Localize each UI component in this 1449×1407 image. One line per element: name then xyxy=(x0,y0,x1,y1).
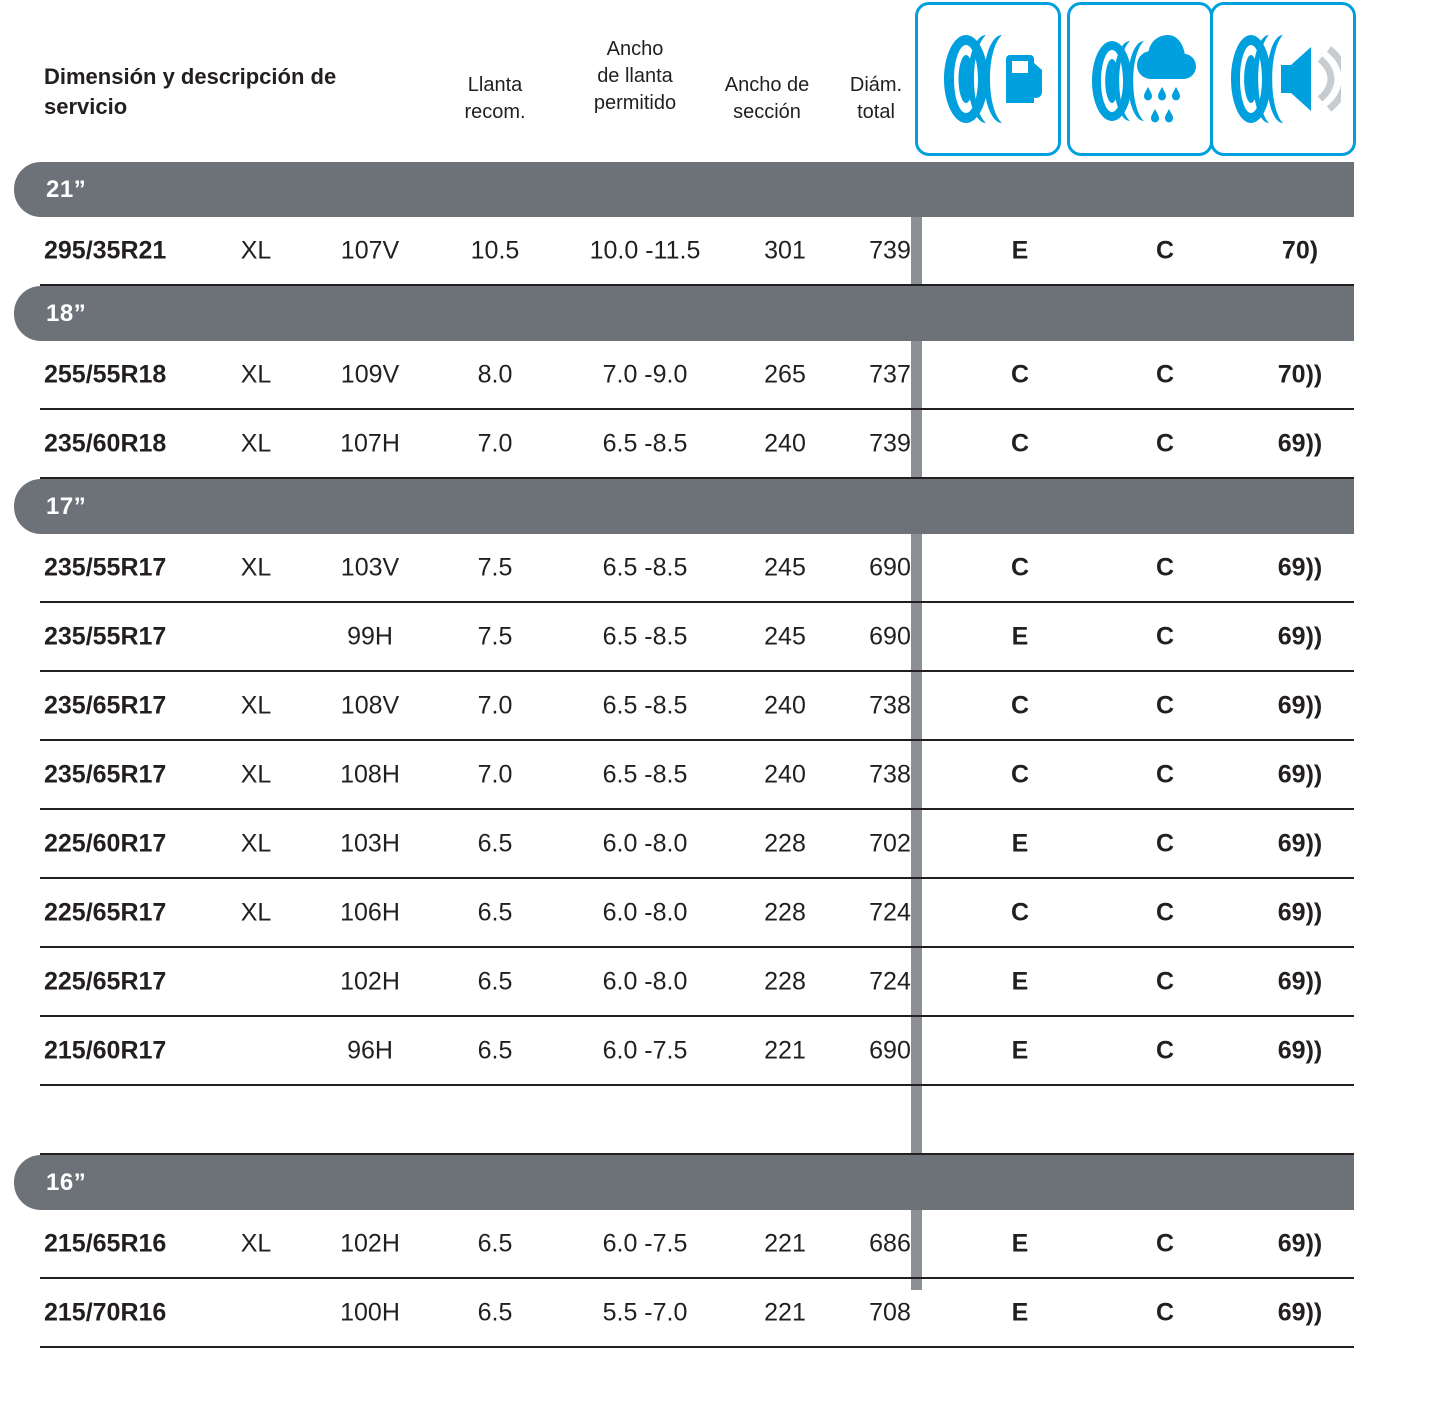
cell-fuel-rating: E xyxy=(1011,1229,1029,1257)
cell-noise-rating: 69)) xyxy=(1277,553,1323,581)
cell-rim-recommended: 7.0 xyxy=(477,691,513,719)
cell-rim-allowed: 5.5 -7.0 xyxy=(602,1298,688,1326)
cell-fuel-rating: C xyxy=(1010,360,1030,388)
cell-wet-rating: C xyxy=(1155,236,1175,264)
cell-size: 225/60R17 xyxy=(44,829,167,857)
cell-size: 225/65R17 xyxy=(44,898,167,926)
cell-fuel-rating: E xyxy=(1011,1298,1029,1326)
cell-wet-rating: C xyxy=(1155,622,1175,650)
column-header-section-width-line1: Ancho de xyxy=(724,74,810,96)
cell-diameter: 737 xyxy=(869,360,911,388)
cell-load-speed: 107H xyxy=(340,429,400,457)
table-row[interactable] xyxy=(40,534,1354,603)
cell-noise-rating: 70)) xyxy=(1277,360,1323,388)
cell-xl: XL xyxy=(240,360,272,388)
group-header-row xyxy=(14,1155,1354,1210)
cell-size: 255/55R18 xyxy=(44,360,167,388)
group-label: 16” xyxy=(46,1168,87,1196)
cell-rim-recommended: 7.0 xyxy=(477,429,513,457)
cell-section-width: 240 xyxy=(764,429,806,457)
cell-load-speed: 102H xyxy=(340,1229,400,1257)
group-header-row xyxy=(14,286,1354,341)
cell-load-speed: 99H xyxy=(347,622,393,650)
cell-diameter: 708 xyxy=(869,1298,911,1326)
cell-fuel-rating: C xyxy=(1010,553,1030,581)
cell-rim-allowed: 6.5 -8.5 xyxy=(602,622,688,650)
cell-rim-recommended: 7.5 xyxy=(477,553,513,581)
table-row[interactable] xyxy=(40,603,1354,672)
cell-size: 215/60R17 xyxy=(44,1036,167,1064)
cell-xl: XL xyxy=(240,236,272,264)
table-row[interactable] xyxy=(40,1086,1354,1155)
tire-wet-grip-icon xyxy=(1067,2,1213,156)
cell-diameter: 690 xyxy=(869,1036,911,1064)
cell-load-speed: 106H xyxy=(340,898,400,926)
cell-rim-recommended: 6.5 xyxy=(477,1229,513,1257)
cell-noise-rating: 69)) xyxy=(1277,1036,1323,1064)
table-row[interactable] xyxy=(40,217,1354,286)
cell-diameter: 739 xyxy=(869,236,911,264)
column-header-diameter xyxy=(828,72,924,126)
cell-wet-rating: C xyxy=(1155,360,1175,388)
cell-load-speed: 96H xyxy=(347,1036,393,1064)
table-row[interactable] xyxy=(40,1017,1354,1086)
table-row[interactable] xyxy=(40,672,1354,741)
cell-size: 295/35R21 xyxy=(44,236,167,264)
cell-rim-recommended: 6.5 xyxy=(477,1298,513,1326)
cell-rim-recommended: 6.5 xyxy=(477,898,513,926)
cell-wet-rating: C xyxy=(1155,760,1175,788)
cell-rim-allowed: 10.0 -11.5 xyxy=(589,236,701,264)
cell-rim-allowed: 6.5 -8.5 xyxy=(602,553,688,581)
cell-wet-rating: C xyxy=(1155,553,1175,581)
cell-diameter: 738 xyxy=(869,691,911,719)
cell-rim-allowed: 6.5 -8.5 xyxy=(602,691,688,719)
cell-rim-recommended: 10.5 xyxy=(470,236,520,264)
cell-diameter: 686 xyxy=(869,1229,911,1257)
tire-fuel-efficiency-icon xyxy=(915,2,1061,156)
cell-fuel-rating: C xyxy=(1010,691,1030,719)
cell-section-width: 240 xyxy=(764,691,806,719)
cell-rim-recommended: 6.5 xyxy=(477,829,513,857)
group-label: 17” xyxy=(46,492,87,520)
cell-load-speed: 108H xyxy=(340,760,400,788)
tire-size-table xyxy=(0,162,1449,1348)
cell-section-width: 245 xyxy=(764,622,806,650)
cell-fuel-rating: E xyxy=(1011,829,1029,857)
column-header-section-width xyxy=(706,72,828,126)
cell-xl: XL xyxy=(240,829,272,857)
cell-fuel-rating: C xyxy=(1010,898,1030,926)
cell-size: 235/55R17 xyxy=(44,553,167,581)
cell-fuel-rating: E xyxy=(1011,967,1029,995)
group-label: 21” xyxy=(46,175,87,203)
column-header-allowed-rim-width xyxy=(560,36,710,117)
cell-load-speed: 107V xyxy=(340,236,400,264)
cell-wet-rating: C xyxy=(1155,1229,1175,1257)
cell-wet-rating: C xyxy=(1155,1036,1175,1064)
cell-rim-allowed: 6.0 -7.5 xyxy=(602,1229,688,1257)
column-header-allowed-rim-line3: permitido xyxy=(593,92,677,114)
cell-section-width: 228 xyxy=(764,898,806,926)
table-row[interactable] xyxy=(40,1279,1354,1348)
cell-section-width: 228 xyxy=(764,829,806,857)
cell-rim-allowed: 6.0 -8.0 xyxy=(602,829,688,857)
cell-section-width: 221 xyxy=(764,1298,806,1326)
cell-noise-rating: 70) xyxy=(1281,236,1319,264)
cell-xl: XL xyxy=(240,760,272,788)
cell-rim-allowed: 6.5 -8.5 xyxy=(602,760,688,788)
cell-diameter: 690 xyxy=(869,553,911,581)
cell-size: 235/60R18 xyxy=(44,429,167,457)
cell-size: 235/65R17 xyxy=(44,760,167,788)
cell-wet-rating: C xyxy=(1155,1298,1175,1326)
cell-section-width: 228 xyxy=(764,967,806,995)
cell-wet-rating: C xyxy=(1155,429,1175,457)
column-header-diameter-line2: total xyxy=(857,101,895,123)
group-header-row xyxy=(14,479,1354,534)
cell-wet-rating: C xyxy=(1155,967,1175,995)
cell-section-width: 301 xyxy=(764,236,806,264)
group-label: 18” xyxy=(46,299,87,327)
cell-noise-rating: 69)) xyxy=(1277,1298,1323,1326)
column-header-allowed-rim-line2: de llanta xyxy=(597,65,673,87)
cell-size: 215/70R16 xyxy=(44,1298,167,1326)
cell-fuel-rating: C xyxy=(1010,429,1030,457)
table-row[interactable] xyxy=(40,948,1354,1017)
cell-diameter: 724 xyxy=(869,967,911,995)
cell-load-speed: 100H xyxy=(340,1298,400,1326)
cell-section-width: 221 xyxy=(764,1229,806,1257)
cell-rim-allowed: 6.0 -8.0 xyxy=(602,967,688,995)
cell-size: 225/65R17 xyxy=(44,967,167,995)
cell-fuel-rating: C xyxy=(1010,760,1030,788)
cell-rim-recommended: 6.5 xyxy=(477,1036,513,1064)
cell-load-speed: 103H xyxy=(340,829,400,857)
cell-fuel-rating: E xyxy=(1011,1036,1029,1064)
table-row[interactable] xyxy=(40,741,1354,810)
cell-noise-rating: 69)) xyxy=(1277,898,1323,926)
column-header-allowed-rim-line1: Ancho xyxy=(606,38,664,60)
cell-size: 215/65R16 xyxy=(44,1229,167,1257)
cell-load-speed: 103V xyxy=(340,553,400,581)
cell-section-width: 221 xyxy=(764,1036,806,1064)
cell-rim-recommended: 7.5 xyxy=(477,622,513,650)
cell-xl: XL xyxy=(240,898,272,926)
table-header xyxy=(0,0,1449,162)
cell-section-width: 240 xyxy=(764,760,806,788)
cell-load-speed: 109V xyxy=(340,360,400,388)
cell-noise-rating: 69)) xyxy=(1277,622,1323,650)
cell-load-speed: 108V xyxy=(340,691,400,719)
cell-wet-rating: C xyxy=(1155,691,1175,719)
cell-rim-recommended: 7.0 xyxy=(477,760,513,788)
column-header-diameter-line1: Diám. xyxy=(849,74,903,96)
cell-wet-rating: C xyxy=(1155,829,1175,857)
table-row[interactable] xyxy=(40,410,1354,479)
table-row[interactable] xyxy=(40,810,1354,879)
table-row[interactable] xyxy=(40,879,1354,948)
cell-rim-recommended: 6.5 xyxy=(477,967,513,995)
cell-wet-rating: C xyxy=(1155,898,1175,926)
cell-noise-rating: 69)) xyxy=(1277,429,1323,457)
cell-rim-recommended: 8.0 xyxy=(477,360,513,388)
cell-noise-rating: 69)) xyxy=(1277,967,1323,995)
cell-diameter: 739 xyxy=(869,429,911,457)
cell-diameter: 724 xyxy=(869,898,911,926)
cell-xl: XL xyxy=(240,1229,272,1257)
cell-noise-rating: 69)) xyxy=(1277,760,1323,788)
cell-xl: XL xyxy=(240,553,272,581)
cell-section-width: 265 xyxy=(764,360,806,388)
cell-noise-rating: 69)) xyxy=(1277,1229,1323,1257)
group-header-row xyxy=(14,162,1354,217)
cell-load-speed: 102H xyxy=(340,967,400,995)
cell-rim-allowed: 7.0 -9.0 xyxy=(602,360,688,388)
column-header-section-width-line2: sección xyxy=(733,101,801,123)
cell-fuel-rating: E xyxy=(1011,622,1029,650)
cell-xl: XL xyxy=(240,429,272,457)
cell-size: 235/65R17 xyxy=(44,691,167,719)
cell-size: 235/55R17 xyxy=(44,622,167,650)
column-header-rim-recommended xyxy=(440,72,550,126)
table-row[interactable] xyxy=(40,1210,1354,1279)
cell-rim-allowed: 6.0 -7.5 xyxy=(602,1036,688,1064)
page-title: Dimensión y descripción de servicio xyxy=(44,64,337,119)
cell-rim-allowed: 6.0 -8.0 xyxy=(602,898,688,926)
column-header-rim-recommended-line1: Llanta xyxy=(467,74,523,96)
table-row[interactable] xyxy=(40,341,1354,410)
cell-section-width: 245 xyxy=(764,553,806,581)
cell-noise-rating: 69)) xyxy=(1277,691,1323,719)
cell-xl: XL xyxy=(240,691,272,719)
cell-diameter: 690 xyxy=(869,622,911,650)
cell-diameter: 738 xyxy=(869,760,911,788)
column-header-rim-recommended-line2: recom. xyxy=(464,101,526,123)
cell-diameter: 702 xyxy=(869,829,911,857)
cell-noise-rating: 69)) xyxy=(1277,829,1323,857)
cell-fuel-rating: E xyxy=(1011,236,1029,264)
cell-rim-allowed: 6.5 -8.5 xyxy=(602,429,688,457)
tire-noise-icon xyxy=(1210,2,1356,156)
